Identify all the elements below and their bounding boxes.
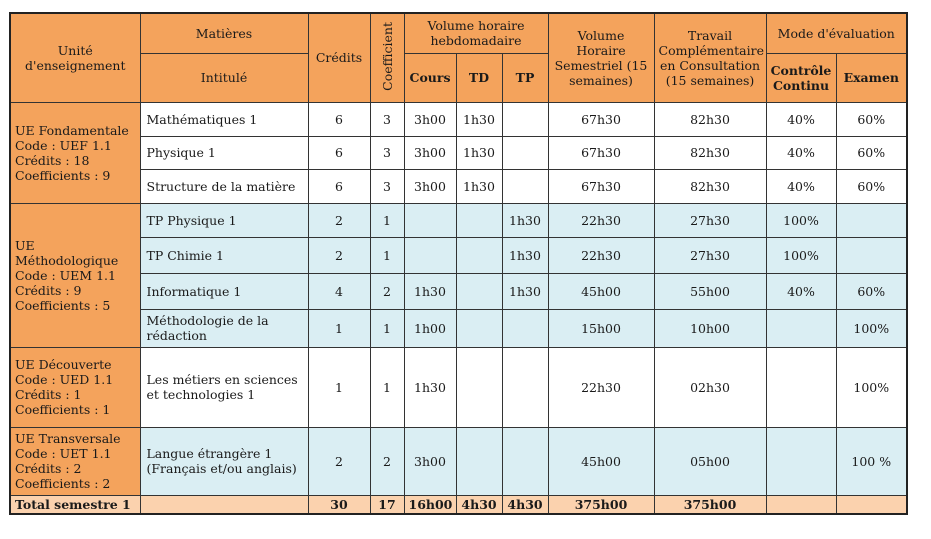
travail-cell: 82h30 xyxy=(654,136,766,169)
header-travail: Travail Complémentaire en Consultation (15 semaines) xyxy=(654,13,766,102)
header-mode: Mode d'évaluation xyxy=(766,13,907,53)
total-row xyxy=(10,495,907,514)
exam-cell: 60% xyxy=(836,169,907,203)
tp-cell xyxy=(502,347,548,427)
td-cell xyxy=(456,273,502,309)
td-cell xyxy=(456,203,502,237)
travail-cell: 05h00 xyxy=(654,427,766,495)
unit-label-line: Code : UEM 1.1 xyxy=(15,267,116,283)
exam-cell: 100% xyxy=(836,347,907,427)
table-row xyxy=(10,347,907,427)
header-examen: Examen xyxy=(836,53,907,102)
total-exam-cell xyxy=(836,495,907,514)
curriculum-table xyxy=(9,12,908,515)
vhs-cell: 22h30 xyxy=(548,347,654,427)
travail-cell: 27h30 xyxy=(654,237,766,273)
cc-cell: 40% xyxy=(766,136,836,169)
travail-cell: 02h30 xyxy=(654,347,766,427)
table-row xyxy=(10,427,907,495)
subject-cell: Langue étrangère 1 (Français et/ou anglais) xyxy=(140,427,308,495)
coef-cell: 1 xyxy=(370,237,404,273)
td-cell xyxy=(456,427,502,495)
exam-cell xyxy=(836,203,907,237)
header-td: TD xyxy=(456,53,502,102)
curriculum-table-wrapper xyxy=(9,12,908,515)
unit-label-line: UE Découverte xyxy=(15,357,112,372)
cc-cell xyxy=(766,427,836,495)
exam-cell: 60% xyxy=(836,273,907,309)
unit-label-cell xyxy=(10,102,140,203)
vhs-cell: 67h30 xyxy=(548,136,654,169)
unit-label-line: Coefficients : 9 xyxy=(15,167,111,183)
exam-cell: 100% xyxy=(836,309,907,347)
coef-cell: 2 xyxy=(370,427,404,495)
subject-cell: Méthodologie de la rédaction xyxy=(140,309,308,347)
total-cours-cell: 16h00 xyxy=(404,495,456,514)
unit-label-cell xyxy=(10,203,140,347)
travail-cell: 10h00 xyxy=(654,309,766,347)
unit-label-cell xyxy=(10,427,140,495)
tp-cell: 1h30 xyxy=(502,237,548,273)
header-credits: Crédits xyxy=(308,13,370,102)
subject-cell: TP Chimie 1 xyxy=(140,237,308,273)
cc-cell xyxy=(766,309,836,347)
header-cours: Cours xyxy=(404,53,456,102)
tp-cell xyxy=(502,309,548,347)
unit-label-line: Crédits : 1 xyxy=(15,387,82,402)
unit-label-line: Coefficients : 1 xyxy=(15,402,111,417)
exam-cell: 60% xyxy=(836,136,907,169)
credits-cell: 2 xyxy=(308,203,370,237)
total-coef-cell: 17 xyxy=(370,495,404,514)
total-vhs-cell: 375h00 xyxy=(548,495,654,514)
unit-label-line: Code : UET 1.1 xyxy=(15,446,112,461)
subject-cell: TP Physique 1 xyxy=(140,203,308,237)
header-volume-semestriel: Volume Horaire Semestriel (15 semaines) xyxy=(548,13,654,102)
travail-cell: 82h30 xyxy=(654,102,766,136)
unit-label-line: Coefficients : 5 xyxy=(15,297,111,313)
cc-cell: 100% xyxy=(766,203,836,237)
cc-cell: 40% xyxy=(766,169,836,203)
cc-cell: 40% xyxy=(766,102,836,136)
cours-cell: 1h30 xyxy=(404,347,456,427)
table-row xyxy=(10,237,907,273)
tp-cell xyxy=(502,102,548,136)
cc-cell: 100% xyxy=(766,237,836,273)
header-unit: Unité d'enseignement xyxy=(10,13,140,102)
subject-cell: Physique 1 xyxy=(140,136,308,169)
vhs-cell: 15h00 xyxy=(548,309,654,347)
td-cell xyxy=(456,347,502,427)
vhs-cell: 22h30 xyxy=(548,203,654,237)
coef-cell: 3 xyxy=(370,136,404,169)
unit-label-line: Coefficients : 2 xyxy=(15,476,111,491)
credits-cell: 1 xyxy=(308,347,370,427)
credits-cell: 6 xyxy=(308,169,370,203)
unit-label-line: Code : UEF 1.1 xyxy=(15,137,112,153)
coef-cell: 1 xyxy=(370,309,404,347)
cours-cell xyxy=(404,203,456,237)
cours-cell: 1h30 xyxy=(404,273,456,309)
cc-cell: 40% xyxy=(766,273,836,309)
unit-label-line: UE Méthodologique xyxy=(15,237,119,268)
unit-label-line: UE Fondamentale xyxy=(15,122,129,138)
tp-cell xyxy=(502,169,548,203)
cc-cell xyxy=(766,347,836,427)
vhs-cell: 45h00 xyxy=(548,427,654,495)
cours-cell: 3h00 xyxy=(404,427,456,495)
coef-cell: 2 xyxy=(370,273,404,309)
exam-cell: 100 % xyxy=(836,427,907,495)
td-cell: 1h30 xyxy=(456,169,502,203)
td-cell: 1h30 xyxy=(456,136,502,169)
coef-cell: 1 xyxy=(370,347,404,427)
header-controle: Contrôle Continu xyxy=(766,53,836,102)
td-cell xyxy=(456,309,502,347)
tp-cell xyxy=(502,136,548,169)
table-row xyxy=(10,169,907,203)
credits-cell: 4 xyxy=(308,273,370,309)
tp-cell: 1h30 xyxy=(502,273,548,309)
cours-cell: 3h00 xyxy=(404,169,456,203)
table-row xyxy=(10,273,907,309)
exam-cell xyxy=(836,237,907,273)
unit-label-line: Crédits : 2 xyxy=(15,461,82,476)
cours-cell: 1h00 xyxy=(404,309,456,347)
vhs-cell: 67h30 xyxy=(548,102,654,136)
td-cell xyxy=(456,237,502,273)
vhs-cell: 22h30 xyxy=(548,237,654,273)
credits-cell: 2 xyxy=(308,237,370,273)
subject-cell: Structure de la matière xyxy=(140,169,308,203)
subject-cell: Mathématiques 1 xyxy=(140,102,308,136)
total-subject-cell xyxy=(140,495,308,514)
cours-cell: 3h00 xyxy=(404,102,456,136)
total-label-cell: Total semestre 1 xyxy=(10,495,140,514)
header-coefficient-label: Coefficient xyxy=(379,21,395,91)
header-matieres: Matières xyxy=(140,13,308,53)
total-td-cell: 4h30 xyxy=(456,495,502,514)
unit-label-cell xyxy=(10,347,140,427)
unit-label-line: UE Transversale xyxy=(15,431,121,446)
tp-cell: 1h30 xyxy=(502,203,548,237)
unit-label-line: Crédits : 18 xyxy=(15,152,90,168)
credits-cell: 1 xyxy=(308,309,370,347)
table-row xyxy=(10,136,907,169)
travail-cell: 27h30 xyxy=(654,203,766,237)
exam-cell: 60% xyxy=(836,102,907,136)
coef-cell: 3 xyxy=(370,169,404,203)
table-row xyxy=(10,102,907,136)
cours-cell: 3h00 xyxy=(404,136,456,169)
travail-cell: 82h30 xyxy=(654,169,766,203)
header-coefficient xyxy=(370,13,404,102)
credits-cell: 2 xyxy=(308,427,370,495)
subject-cell: Informatique 1 xyxy=(140,273,308,309)
travail-cell: 55h00 xyxy=(654,273,766,309)
table-body xyxy=(10,102,907,514)
header-intitule: Intitulé xyxy=(140,53,308,102)
credits-cell: 6 xyxy=(308,102,370,136)
header-volume-hebdo: Volume horaire hebdomadaire xyxy=(404,13,548,53)
coef-cell: 1 xyxy=(370,203,404,237)
tp-cell xyxy=(502,427,548,495)
credits-cell: 6 xyxy=(308,136,370,169)
total-credits-cell: 30 xyxy=(308,495,370,514)
unit-label-line: Crédits : 9 xyxy=(15,282,82,298)
coef-cell: 3 xyxy=(370,102,404,136)
table-row xyxy=(10,203,907,237)
cours-cell xyxy=(404,237,456,273)
total-travail-cell: 375h00 xyxy=(654,495,766,514)
total-cc-cell xyxy=(766,495,836,514)
td-cell: 1h30 xyxy=(456,102,502,136)
table-row xyxy=(10,309,907,347)
unit-label-line: Code : UED 1.1 xyxy=(15,372,114,387)
header-tp: TP xyxy=(502,53,548,102)
vhs-cell: 67h30 xyxy=(548,169,654,203)
total-tp-cell: 4h30 xyxy=(502,495,548,514)
subject-cell: Les métiers en sciences et technologies 1 xyxy=(140,347,308,427)
vhs-cell: 45h00 xyxy=(548,273,654,309)
